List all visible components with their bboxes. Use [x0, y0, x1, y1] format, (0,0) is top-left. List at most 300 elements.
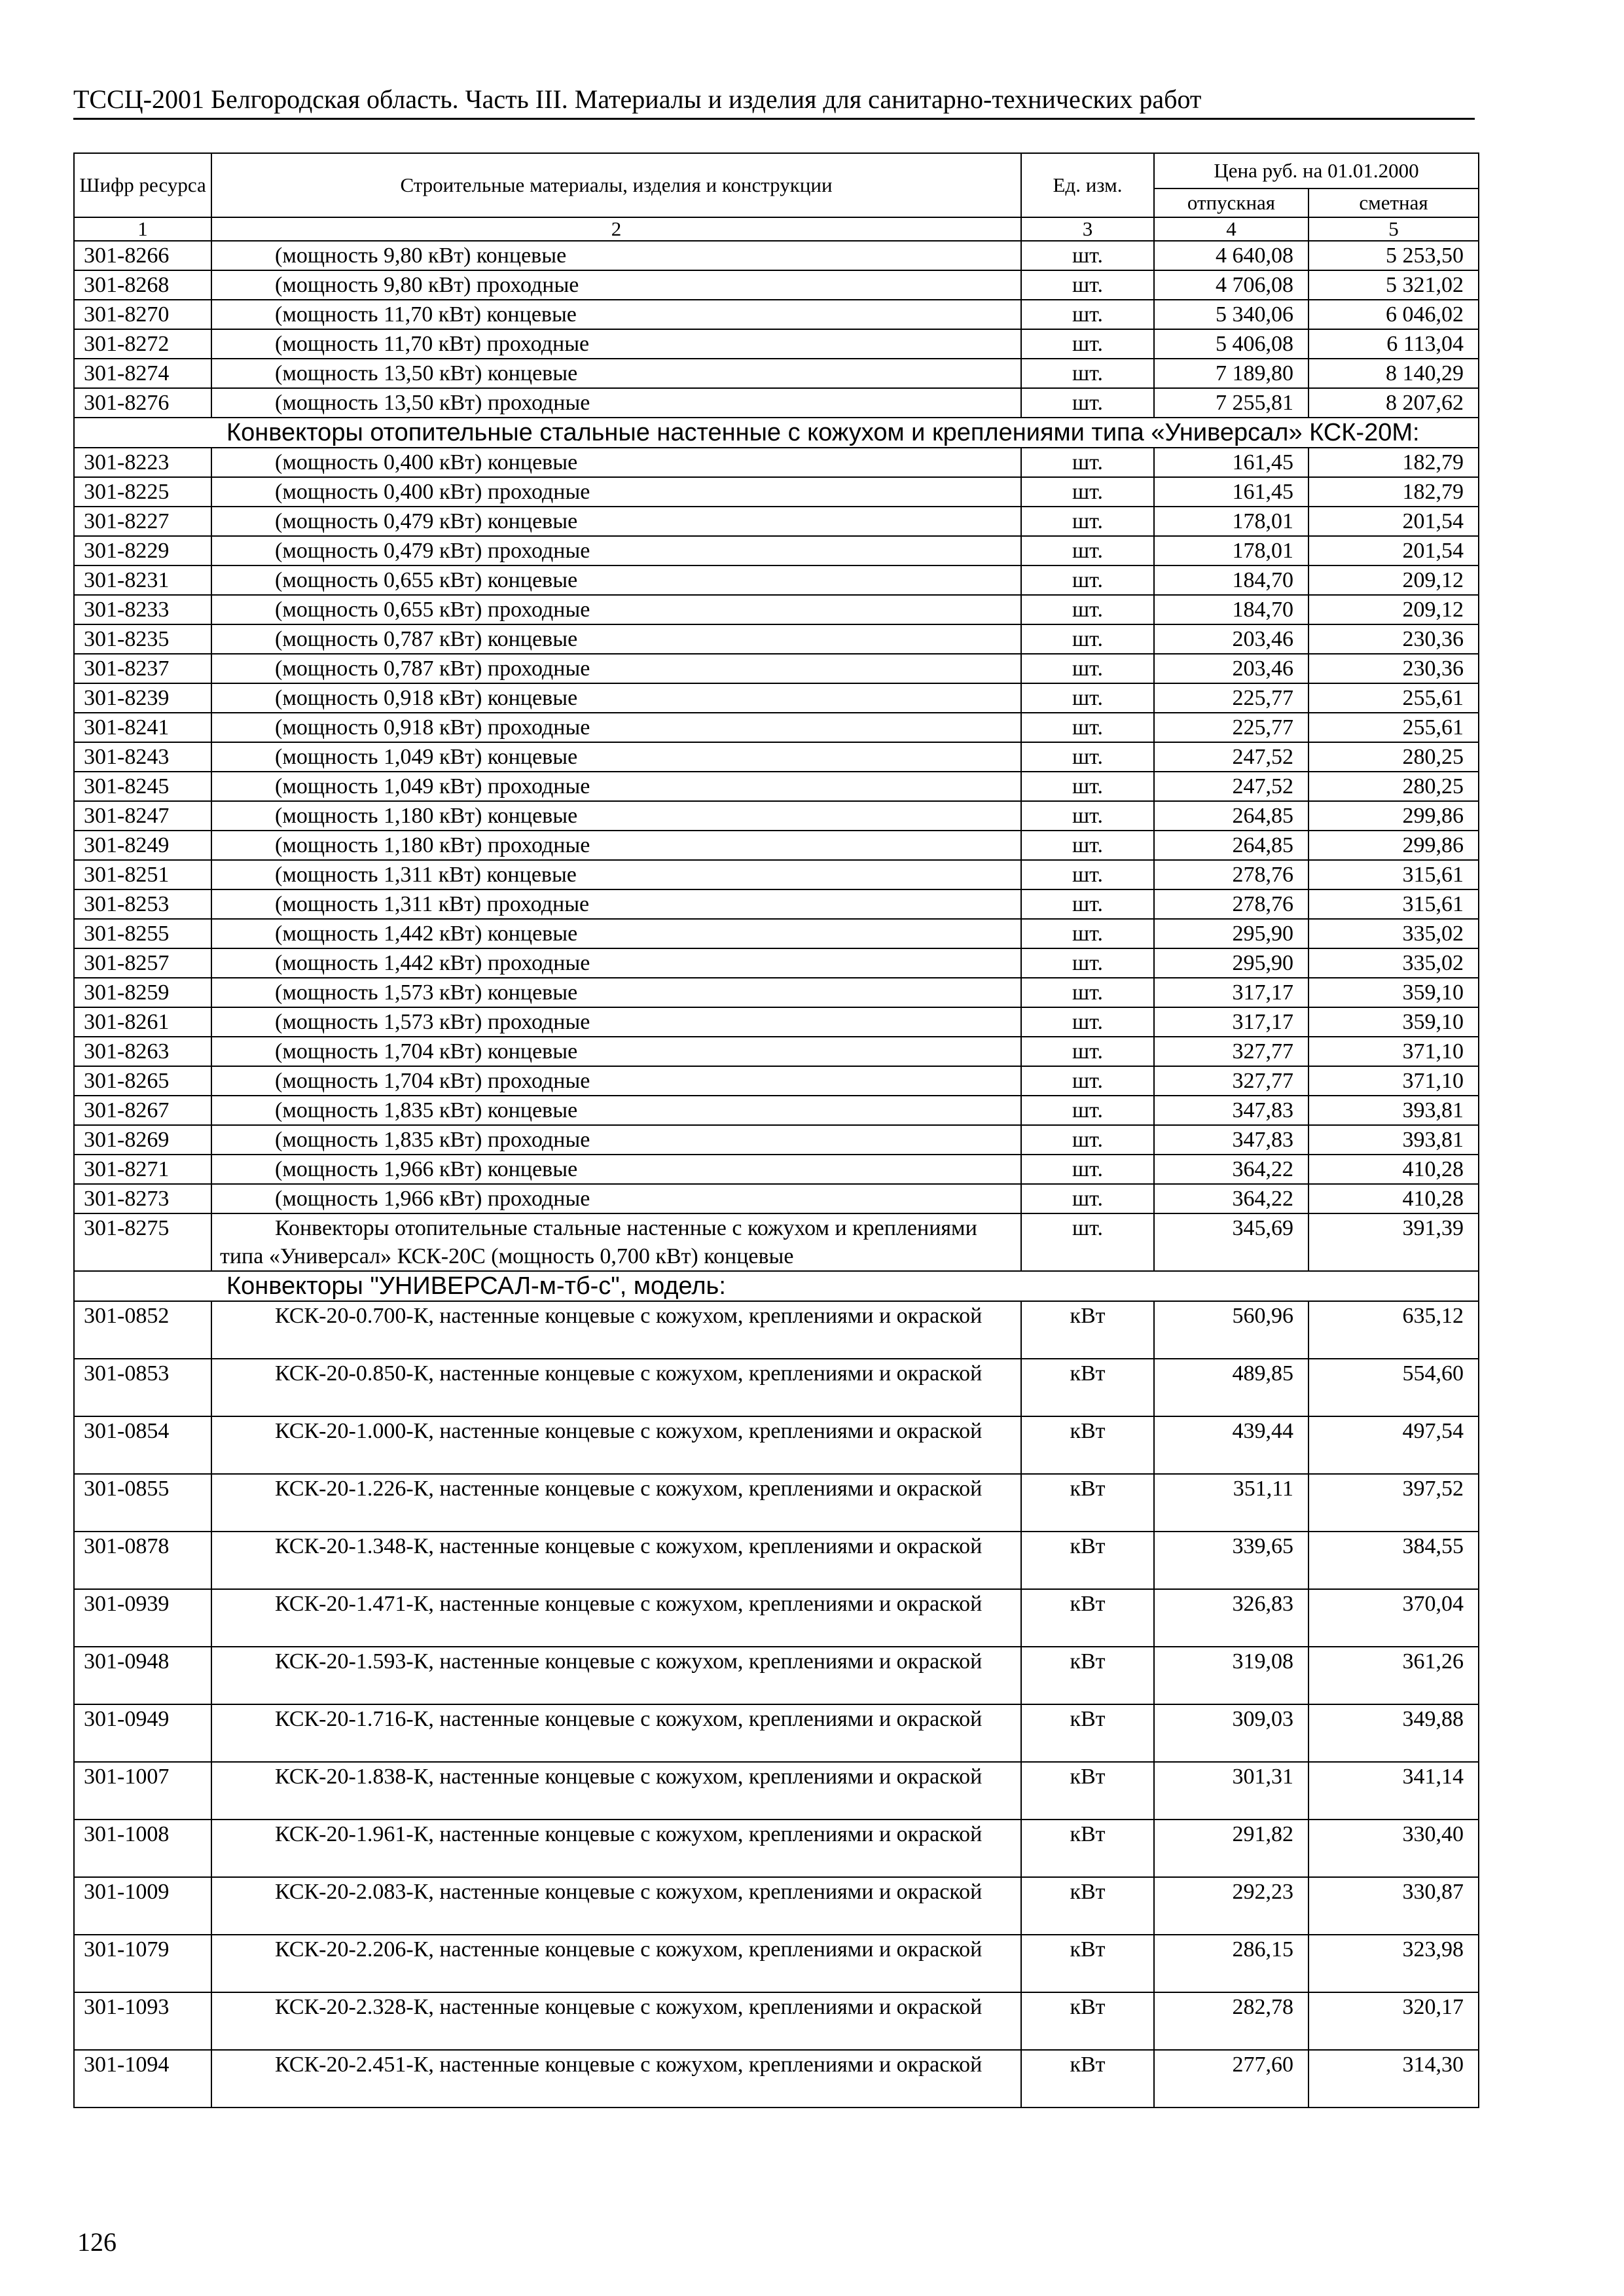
unit: кВт [1021, 1877, 1154, 1935]
unit: кВт [1021, 1359, 1154, 1416]
item-name: КСК-20-1.226-К, настенные концевые с кожухом, креплениями и окраской [275, 1477, 983, 1501]
unit: шт. [1021, 713, 1154, 742]
resource-code: 301-8266 [74, 241, 211, 270]
section-heading: Конвекторы "УНИВЕРСАЛ-м-тб-с", модель: [74, 1271, 1479, 1301]
unit: шт. [1021, 948, 1154, 978]
item-name-cell [211, 860, 1021, 889]
release-price: 295,90 [1154, 919, 1308, 948]
resource-code: 301-8271 [74, 1155, 211, 1184]
resource-code: 301-8227 [74, 507, 211, 536]
item-name: КСК-20-1.000-К, настенные концевые с кожухом, креплениями и окраской [275, 1419, 983, 1443]
item-name-cell [211, 1037, 1021, 1066]
estimate-price: 397,52 [1308, 1474, 1479, 1532]
resource-code: 301-0949 [74, 1704, 211, 1762]
estimate-price: 255,61 [1308, 713, 1479, 742]
resource-code: 301-8276 [74, 388, 211, 418]
item-name-cell [211, 1301, 1021, 1359]
release-price: 489,85 [1154, 1359, 1308, 1416]
estimate-price: 349,88 [1308, 1704, 1479, 1762]
release-price: 560,96 [1154, 1301, 1308, 1359]
item-name: (мощность 1,704 кВт) концевые [275, 1039, 578, 1064]
item-name: КСК-20-1.348-К, настенные концевые с кожухом, креплениями и окраской [275, 1534, 983, 1558]
item-name-cell [211, 742, 1021, 772]
unit: шт. [1021, 565, 1154, 595]
table-row [74, 1589, 1479, 1647]
release-price: 317,17 [1154, 978, 1308, 1007]
resource-code: 301-8243 [74, 742, 211, 772]
estimate-price: 554,60 [1308, 1359, 1479, 1416]
resource-code: 301-8267 [74, 1096, 211, 1125]
table-row [74, 889, 1479, 919]
header-unit: Ед. изм. [1021, 153, 1154, 217]
unit: кВт [1021, 1647, 1154, 1704]
item-name-cell [211, 2050, 1021, 2108]
item-name-cell [211, 595, 1021, 624]
table-row [74, 1007, 1479, 1037]
unit: кВт [1021, 1992, 1154, 2050]
estimate-price: 335,02 [1308, 919, 1479, 948]
table-row [74, 1935, 1479, 1992]
item-name: КСК-20-2.206-К, настенные концевые с кожухом, креплениями и окраской [275, 1937, 983, 1962]
table-row [74, 1037, 1479, 1066]
unit: шт. [1021, 831, 1154, 860]
table-row [74, 1474, 1479, 1532]
unit: шт. [1021, 536, 1154, 565]
item-name: (мощность 1,311 кВт) концевые [275, 863, 577, 887]
section-heading: Конвекторы отопительные стальные настенные с кожухом и креплениями типа «Универсал» КСК-20М: [74, 418, 1479, 448]
item-name-cell [211, 1213, 1021, 1271]
item-name: (мощность 1,311 кВт) проходные [275, 892, 590, 916]
resource-code: 301-0852 [74, 1301, 211, 1359]
table-row [74, 1066, 1479, 1096]
item-name: (мощность 1,966 кВт) концевые [275, 1157, 578, 1181]
estimate-price: 209,12 [1308, 595, 1479, 624]
running-header: ТССЦ-2001 Белгородская область. Часть III. Материалы и изделия для санитарно-технических работ [73, 84, 1202, 114]
item-name-cell [211, 1066, 1021, 1096]
price-table [73, 152, 1479, 2108]
resource-code: 301-8261 [74, 1007, 211, 1037]
item-name-cell [211, 1096, 1021, 1125]
resource-code: 301-1079 [74, 1935, 211, 1992]
release-price: 327,77 [1154, 1066, 1308, 1096]
release-price: 184,70 [1154, 595, 1308, 624]
estimate-price: 330,87 [1308, 1877, 1479, 1935]
table-row [74, 948, 1479, 978]
estimate-price: 330,40 [1308, 1820, 1479, 1877]
unit: шт. [1021, 860, 1154, 889]
release-price: 5 340,06 [1154, 300, 1308, 329]
item-name: (мощность 1,049 кВт) проходные [275, 774, 590, 798]
column-number-row [74, 217, 1479, 241]
resource-code: 301-1009 [74, 1877, 211, 1935]
resource-code: 301-8274 [74, 359, 211, 388]
table-row [74, 860, 1479, 889]
item-name-cell [211, 507, 1021, 536]
item-name: КСК-20-2.328-К, настенные концевые с кожухом, креплениями и окраской [275, 1995, 983, 2019]
resource-code: 301-0855 [74, 1474, 211, 1532]
item-name-cell [211, 329, 1021, 359]
unit: кВт [1021, 1704, 1154, 1762]
release-price: 247,52 [1154, 772, 1308, 801]
estimate-price: 371,10 [1308, 1037, 1479, 1066]
estimate-price: 341,14 [1308, 1762, 1479, 1820]
item-name: Конвекторы отопительные стальные настенные с кожухом и креплениями типа «Универсал» КСК-20С (мощность 0,700 кВт) концевые [220, 1216, 977, 1268]
item-name: (мощность 1,573 кВт) концевые [275, 980, 578, 1005]
resource-code: 301-8263 [74, 1037, 211, 1066]
release-price: 347,83 [1154, 1125, 1308, 1155]
table-row [74, 595, 1479, 624]
item-name-cell [211, 889, 1021, 919]
resource-code: 301-0854 [74, 1416, 211, 1474]
unit: шт. [1021, 241, 1154, 270]
release-price: 225,77 [1154, 713, 1308, 742]
item-name-cell [211, 1184, 1021, 1213]
item-name-cell [211, 713, 1021, 742]
unit: шт. [1021, 1096, 1154, 1125]
release-price: 317,17 [1154, 1007, 1308, 1037]
estimate-price: 5 253,50 [1308, 241, 1479, 270]
resource-code: 301-8268 [74, 270, 211, 300]
resource-code: 301-8255 [74, 919, 211, 948]
unit: кВт [1021, 1820, 1154, 1877]
table-row [74, 388, 1479, 418]
item-name-cell [211, 654, 1021, 683]
item-name-cell [211, 1359, 1021, 1416]
estimate-price: 230,36 [1308, 624, 1479, 654]
header-name: Строительные материалы, изделия и конструкции [211, 153, 1021, 217]
unit: шт. [1021, 477, 1154, 507]
release-price: 4 706,08 [1154, 270, 1308, 300]
estimate-price: 315,61 [1308, 860, 1479, 889]
table-row [74, 536, 1479, 565]
column-number: 1 [74, 217, 211, 241]
table-row [74, 772, 1479, 801]
item-name-cell [211, 948, 1021, 978]
unit: кВт [1021, 1935, 1154, 1992]
item-name: КСК-20-0.700-К, настенные концевые с кожухом, креплениями и окраской [275, 1304, 983, 1328]
table-row [74, 1877, 1479, 1935]
release-price: 264,85 [1154, 831, 1308, 860]
estimate-price: 315,61 [1308, 889, 1479, 919]
release-price: 291,82 [1154, 1820, 1308, 1877]
item-name: КСК-20-2.451-К, настенные концевые с кожухом, креплениями и окраской [275, 2053, 983, 2077]
item-name: (мощность 13,50 кВт) проходные [275, 391, 590, 415]
table-row [74, 683, 1479, 713]
release-price: 7 255,81 [1154, 388, 1308, 418]
unit: шт. [1021, 654, 1154, 683]
release-price: 309,03 [1154, 1704, 1308, 1762]
unit: шт. [1021, 742, 1154, 772]
resource-code: 301-8251 [74, 860, 211, 889]
table-row [74, 241, 1479, 270]
unit: шт. [1021, 1007, 1154, 1037]
item-name: КСК-20-2.083-К, настенные концевые с кожухом, креплениями и окраской [275, 1880, 983, 1904]
release-price: 203,46 [1154, 624, 1308, 654]
release-price: 178,01 [1154, 507, 1308, 536]
table-row [74, 2050, 1479, 2108]
unit: шт. [1021, 507, 1154, 536]
table-row [74, 477, 1479, 507]
item-name-cell [211, 1647, 1021, 1704]
unit: шт. [1021, 388, 1154, 418]
item-name-cell [211, 1589, 1021, 1647]
resource-code: 301-8231 [74, 565, 211, 595]
unit: шт. [1021, 270, 1154, 300]
unit: шт. [1021, 329, 1154, 359]
unit: кВт [1021, 1762, 1154, 1820]
table-row [74, 507, 1479, 536]
item-name: (мощность 1,180 кВт) проходные [275, 833, 590, 857]
item-name-cell [211, 1125, 1021, 1155]
resource-code: 301-8257 [74, 948, 211, 978]
item-name: (мощность 1,573 кВт) проходные [275, 1010, 590, 1034]
item-name: (мощность 0,787 кВт) концевые [275, 627, 578, 651]
table-row [74, 1301, 1479, 1359]
release-price: 161,45 [1154, 477, 1308, 507]
column-number: 2 [211, 217, 1021, 241]
resource-code: 301-8235 [74, 624, 211, 654]
table-row [74, 831, 1479, 860]
resource-code: 301-8269 [74, 1125, 211, 1155]
item-name-cell [211, 270, 1021, 300]
resource-code: 301-8237 [74, 654, 211, 683]
item-name: (мощность 11,70 кВт) проходные [275, 332, 590, 356]
estimate-price: 393,81 [1308, 1125, 1479, 1155]
item-name-cell [211, 683, 1021, 713]
item-name: (мощность 0,655 кВт) проходные [275, 598, 590, 622]
resource-code: 301-8253 [74, 889, 211, 919]
estimate-price: 255,61 [1308, 683, 1479, 713]
estimate-price: 6 113,04 [1308, 329, 1479, 359]
release-price: 327,77 [1154, 1037, 1308, 1066]
unit: шт. [1021, 624, 1154, 654]
release-price: 319,08 [1154, 1647, 1308, 1704]
resource-code: 301-8270 [74, 300, 211, 329]
release-price: 364,22 [1154, 1155, 1308, 1184]
table-row [74, 270, 1479, 300]
column-number: 4 [1154, 217, 1308, 241]
release-price: 339,65 [1154, 1532, 1308, 1589]
item-name: (мощность 0,400 кВт) концевые [275, 450, 578, 475]
item-name-cell [211, 359, 1021, 388]
table-row [74, 919, 1479, 948]
item-name: (мощность 0,655 кВт) концевые [275, 568, 578, 592]
item-name: (мощность 1,966 кВт) проходные [275, 1187, 590, 1211]
item-name: КСК-20-1.716-К, настенные концевые с кожухом, креплениями и окраской [275, 1707, 983, 1731]
unit: кВт [1021, 1301, 1154, 1359]
resource-code: 301-8249 [74, 831, 211, 860]
item-name-cell [211, 536, 1021, 565]
item-name-cell [211, 448, 1021, 477]
item-name: (мощность 9,80 кВт) проходные [275, 273, 579, 297]
unit: шт. [1021, 300, 1154, 329]
estimate-price: 323,98 [1308, 1935, 1479, 1992]
unit: шт. [1021, 1155, 1154, 1184]
estimate-price: 410,28 [1308, 1184, 1479, 1213]
unit: шт. [1021, 1037, 1154, 1066]
table-row [74, 359, 1479, 388]
resource-code: 301-0878 [74, 1532, 211, 1589]
table-row [74, 300, 1479, 329]
estimate-price: 314,30 [1308, 2050, 1479, 2108]
item-name: КСК-20-1.961-К, настенные концевые с кожухом, креплениями и окраской [275, 1822, 983, 1846]
estimate-price: 371,10 [1308, 1066, 1479, 1096]
release-price: 439,44 [1154, 1416, 1308, 1474]
resource-code: 301-1007 [74, 1762, 211, 1820]
table-row [74, 654, 1479, 683]
resource-code: 301-8259 [74, 978, 211, 1007]
resource-code: 301-8239 [74, 683, 211, 713]
unit: шт. [1021, 359, 1154, 388]
item-name-cell [211, 300, 1021, 329]
item-name-cell [211, 1762, 1021, 1820]
unit: шт. [1021, 889, 1154, 919]
item-name-cell [211, 1155, 1021, 1184]
release-price: 277,60 [1154, 2050, 1308, 2108]
unit: шт. [1021, 919, 1154, 948]
unit: шт. [1021, 1184, 1154, 1213]
item-name-cell [211, 388, 1021, 418]
estimate-price: 359,10 [1308, 1007, 1479, 1037]
page-number: 126 [77, 2227, 117, 2257]
resource-code: 301-8273 [74, 1184, 211, 1213]
resource-code: 301-8225 [74, 477, 211, 507]
estimate-price: 635,12 [1308, 1301, 1479, 1359]
item-name: КСК-20-1.471-К, настенные концевые с кожухом, креплениями и окраской [275, 1592, 983, 1616]
item-name: (мощность 0,479 кВт) концевые [275, 509, 578, 533]
table-row [74, 1532, 1479, 1589]
estimate-price: 335,02 [1308, 948, 1479, 978]
item-name-cell [211, 477, 1021, 507]
item-name: КСК-20-1.593-К, настенные концевые с кожухом, креплениями и окраской [275, 1649, 983, 1674]
unit: шт. [1021, 448, 1154, 477]
estimate-price: 391,39 [1308, 1213, 1479, 1271]
estimate-price: 209,12 [1308, 565, 1479, 595]
release-price: 282,78 [1154, 1992, 1308, 2050]
unit: шт. [1021, 978, 1154, 1007]
unit: кВт [1021, 1589, 1154, 1647]
release-price: 7 189,80 [1154, 359, 1308, 388]
item-name: (мощность 11,70 кВт) концевые [275, 302, 577, 327]
resource-code: 301-8241 [74, 713, 211, 742]
resource-code: 301-8229 [74, 536, 211, 565]
table-row [74, 624, 1479, 654]
resource-code: 301-0948 [74, 1647, 211, 1704]
item-name: (мощность 9,80 кВт) концевые [275, 243, 567, 268]
estimate-price: 230,36 [1308, 654, 1479, 683]
estimate-price: 320,17 [1308, 1992, 1479, 2050]
item-name: (мощность 1,835 кВт) проходные [275, 1128, 590, 1152]
table-row [74, 1762, 1479, 1820]
estimate-price: 410,28 [1308, 1155, 1479, 1184]
release-price: 225,77 [1154, 683, 1308, 713]
table-row [74, 1704, 1479, 1762]
item-name: (мощность 0,479 кВт) проходные [275, 539, 590, 563]
estimate-price: 280,25 [1308, 742, 1479, 772]
estimate-price: 5 321,02 [1308, 270, 1479, 300]
column-number: 3 [1021, 217, 1154, 241]
item-name-cell [211, 919, 1021, 948]
estimate-price: 8 140,29 [1308, 359, 1479, 388]
unit: шт. [1021, 1125, 1154, 1155]
unit: шт. [1021, 772, 1154, 801]
table-row [74, 801, 1479, 831]
item-name-cell [211, 772, 1021, 801]
unit: кВт [1021, 1532, 1154, 1589]
estimate-price: 8 207,62 [1308, 388, 1479, 418]
item-name: (мощность 1,442 кВт) концевые [275, 922, 578, 946]
resource-code: 301-0853 [74, 1359, 211, 1416]
release-price: 286,15 [1154, 1935, 1308, 1992]
item-name: (мощность 1,442 кВт) проходные [275, 951, 590, 975]
table-row [74, 713, 1479, 742]
item-name-cell [211, 1704, 1021, 1762]
item-name: (мощность 0,918 кВт) концевые [275, 686, 578, 710]
estimate-price: 361,26 [1308, 1647, 1479, 1704]
unit: шт. [1021, 683, 1154, 713]
release-price: 278,76 [1154, 889, 1308, 919]
release-price: 292,23 [1154, 1877, 1308, 1935]
table-row [74, 329, 1479, 359]
table-row [74, 1359, 1479, 1416]
table-row [74, 1125, 1479, 1155]
estimate-price: 384,55 [1308, 1532, 1479, 1589]
item-name: КСК-20-0.850-К, настенные концевые с кожухом, креплениями и окраской [275, 1361, 983, 1386]
header-price-group: Цена руб. на 01.01.2000 [1154, 153, 1479, 188]
item-name-cell [211, 565, 1021, 595]
table-row [74, 1096, 1479, 1125]
estimate-price: 299,86 [1308, 801, 1479, 831]
item-name: (мощность 1,704 кВт) проходные [275, 1069, 590, 1093]
resource-code: 301-8223 [74, 448, 211, 477]
item-name-cell [211, 624, 1021, 654]
table-row [74, 1992, 1479, 2050]
release-price: 5 406,08 [1154, 329, 1308, 359]
release-price: 161,45 [1154, 448, 1308, 477]
estimate-price: 299,86 [1308, 831, 1479, 860]
estimate-price: 201,54 [1308, 507, 1479, 536]
item-name-cell [211, 831, 1021, 860]
release-price: 295,90 [1154, 948, 1308, 978]
unit: кВт [1021, 1474, 1154, 1532]
estimate-price: 497,54 [1308, 1416, 1479, 1474]
table-row [74, 742, 1479, 772]
unit: шт. [1021, 801, 1154, 831]
resource-code: 301-8247 [74, 801, 211, 831]
item-name: (мощность 1,835 кВт) концевые [275, 1098, 578, 1122]
release-price: 203,46 [1154, 654, 1308, 683]
release-price: 278,76 [1154, 860, 1308, 889]
item-name-cell [211, 1532, 1021, 1589]
item-name-cell [211, 1877, 1021, 1935]
item-name: (мощность 0,787 кВт) проходные [275, 656, 590, 681]
table-row [74, 1820, 1479, 1877]
resource-code: 301-1008 [74, 1820, 211, 1877]
table-row [74, 1213, 1479, 1271]
item-name-cell [211, 1474, 1021, 1532]
release-price: 326,83 [1154, 1589, 1308, 1647]
item-name-cell [211, 801, 1021, 831]
item-name-cell [211, 978, 1021, 1007]
release-price: 184,70 [1154, 565, 1308, 595]
section-heading-row [74, 418, 1479, 448]
unit: кВт [1021, 2050, 1154, 2108]
header-price-release: отпускная [1154, 188, 1308, 217]
resource-code: 301-8272 [74, 329, 211, 359]
estimate-price: 359,10 [1308, 978, 1479, 1007]
resource-code: 301-8275 [74, 1213, 211, 1271]
estimate-price: 280,25 [1308, 772, 1479, 801]
